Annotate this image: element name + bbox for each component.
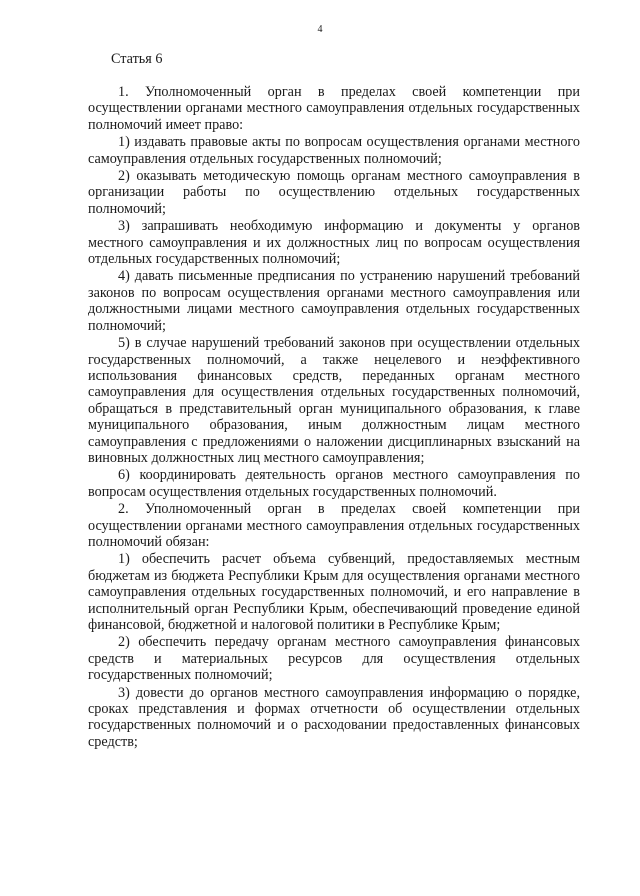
clause-2-item-3: 3) довести до органов местного самоуправления информацию о порядке, сроках представления и формах отчетности об осуществлении отдельных государственных полномочий и о расходовании предоставленных финансовых средств;	[88, 684, 580, 750]
clause-2-item-1: 1) обеспечить расчет объема субвенций, предоставляемых местным бюджетам из бюджета Республики Крым для осуществления органами местного самоуправления отдельных государственных полномочий, и его направление в исполнительный орган Республики Крым, обеспечивающий проведение единой финансовой, бюджетной и налоговой политики в Республике Крым;	[88, 551, 580, 633]
article-title: Статья 6	[111, 51, 163, 67]
clause-1-item-2: 2) оказывать методическую помощь органам местного самоуправления в организации работы по осуществлению отдельных государственных полномочий;	[88, 168, 580, 217]
clause-1-item-6: 6) координировать деятельность органов местного самоуправления по вопросам осуществления отдельных государственных полномочий.	[88, 467, 580, 500]
clause-2-item-2: 2) обеспечить передачу органам местного самоуправления финансовых средств и материальных ресурсов для осуществления отдельных государственных полномочий;	[88, 634, 580, 684]
spacer	[88, 68, 580, 83]
clause-2-intro: 2. Уполномоченный орган в пределах своей компетенции при осуществлении органами местного самоуправления отдельных государственных полномочий обязан:	[88, 501, 580, 550]
clause-1-item-3: 3) запрашивать необходимую информацию и документы у органов местного самоуправления и их должностных лиц по вопросам осуществления отдельных государственных полномочий;	[88, 218, 580, 268]
clause-1-item-4: 4) давать письменные предписания по устранению нарушений требований законов по вопросам осуществления органами местного самоуправления или должностными лицами местного самоуправления отдельных государственных полномочий;	[88, 268, 580, 334]
clause-1-item-1: 1) издавать правовые акты по вопросам осуществления органами местного самоуправления отдельных государственных полномочий;	[88, 134, 580, 167]
document-body	[88, 50, 580, 750]
clause-1-intro: 1. Уполномоченный орган в пределах своей компетенции при осуществлении органами местного самоуправления отдельных государственных полномочий имеет право:	[88, 84, 580, 133]
clause-1-item-5: 5) в случае нарушений требований законов при осуществлении отдельных государственных полномочий, а также нецелевого и неэффективного использования финансовых средств, переданных органам местного самоуправления для осуществления отдельных государственных полномочий, обращаться в представительный орган муниципального образования, к главе муниципального образования, иным должностным лицам местного самоуправления с предложениями о наложении дисциплинарных взысканий на виновных должностных лиц местного самоуправления;	[88, 335, 580, 466]
page-number: 4	[317, 24, 323, 35]
